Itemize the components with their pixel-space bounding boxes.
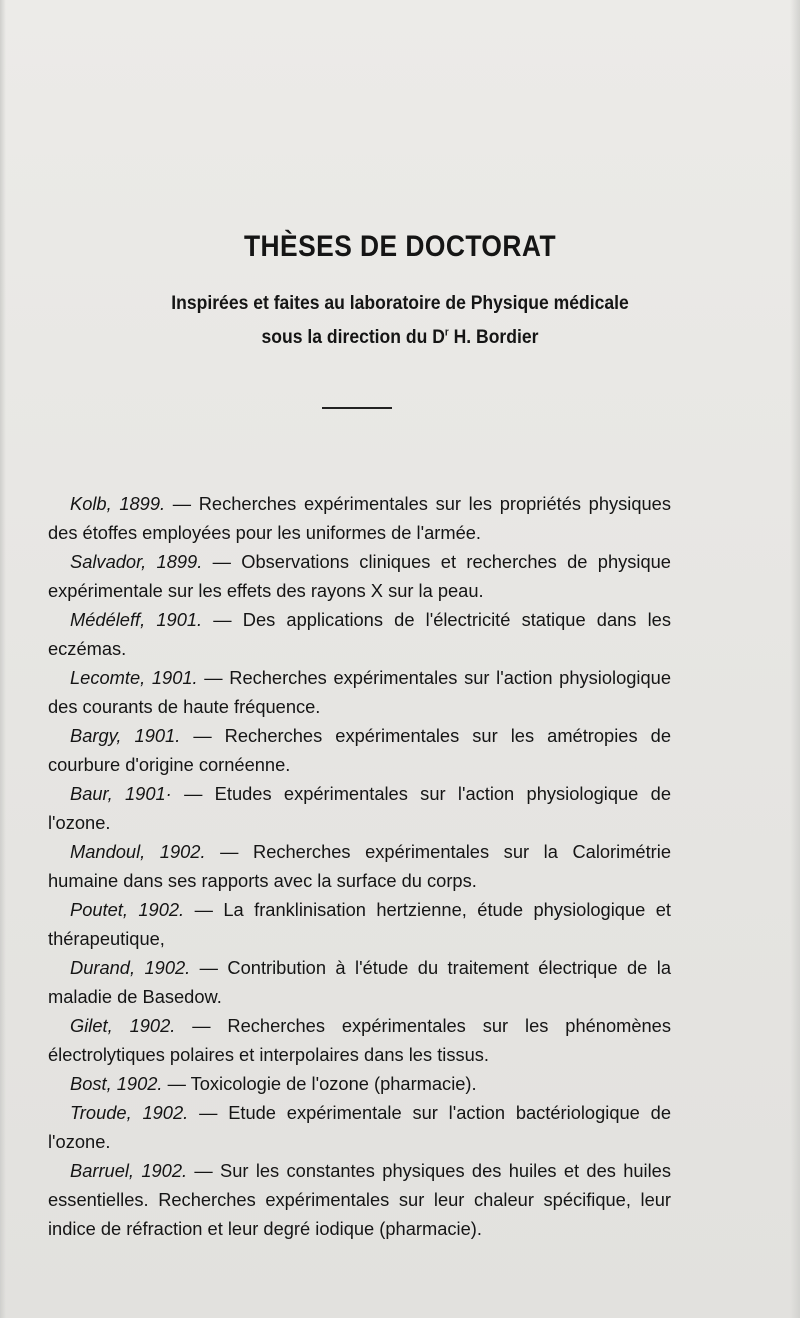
thesis-entry: Bargy, 1901. — Recherches expérimentales sur les amétropies de courbure d'origine cornéenne. (48, 725, 671, 775)
thesis-title: La franklinisation hertzienne, étude physiologique et thérapeutique, (48, 899, 671, 949)
thesis-author: Gilet, 1902. (70, 1015, 176, 1036)
thesis-author: Barruel, 1902. (70, 1160, 188, 1181)
thesis-entry: Durand, 1902. — Contribution à l'étude du traitement électrique de la maladie de Basedow. (48, 957, 671, 1007)
thesis-author: Mandoul, 1902. (70, 841, 206, 862)
page-edge-right (790, 0, 800, 1318)
page-title: THÈSES DE DOCTORAT (243, 230, 557, 263)
thesis-entry: Troude, 1902. — Etude expérimentale sur l'action bactériologique de l'ozone. (48, 1102, 671, 1152)
thesis-entry: Mandoul, 1902. — Recherches expérimentales sur la Calorimétrie humaine dans ses rapports avec la surface du corps. (48, 841, 671, 891)
subtitle-suffix: H. Bordier (448, 326, 539, 348)
thesis-entry: Salvador, 1899. — Observations cliniques et recherches de physique expérimentale sur les effets des rayons X sur la peau. (48, 551, 671, 601)
thesis-entry: Barruel, 1902. — Sur les constantes physiques des huiles et des huiles essentielles. Recherches expérimentales sur leur chaleur spécifique, leur indice de réfraction et leur degré iodique (pharmacie). (48, 1160, 671, 1239)
thesis-entry: Lecomte, 1901. — Recherches expérimentales sur l'action physiologique des courants de haute fréquence. (48, 667, 671, 717)
thesis-title: Toxicologie de l'ozone (pharmacie). (190, 1073, 477, 1094)
thesis-title: Recherches expérimentales sur les amétropies de courbure d'origine cornéenne. (48, 725, 671, 775)
thesis-author: Troude, 1902. (70, 1102, 189, 1123)
thesis-title: Recherches expérimentales sur la Calorimétrie humaine dans ses rapports avec la surface du corps. (48, 841, 671, 891)
thesis-title: Observations cliniques et recherches de physique expérimentale sur les effets des rayons X sur la peau. (48, 551, 671, 601)
thesis-title: Recherches expérimentales sur les phénomènes électrolytiques polaires et interpolaires dans les tissus. (48, 1015, 671, 1065)
thesis-author: Salvador, 1899. (70, 551, 203, 572)
subtitle-line-1: Inspirées et faites au laboratoire de Physique médicale (171, 292, 629, 314)
thesis-title: Contribution à l'étude du traitement électrique de la maladie de Basedow. (48, 957, 671, 1007)
thesis-author: Durand, 1902. (70, 957, 191, 978)
thesis-entry: Médéleff, 1901. — Des applications de l'électricité statique dans les eczémas. (48, 609, 671, 659)
subtitle-superscript: r (444, 326, 449, 339)
thesis-entry: Poutet, 1902. — La franklinisation hertzienne, étude physiologique et thérapeutique, (48, 899, 671, 949)
thesis-title: Sur les constantes physiques des huiles et des huiles essentielles. Recherches expérimentales sur leur chaleur spécifique, leur indice de réfraction et leur degré iodique (pharmacie). (48, 1160, 671, 1239)
subtitle-line-2 (40, 326, 760, 349)
thesis-author: Kolb, 1899. (70, 493, 166, 514)
thesis-entry: Kolb, 1899. — Recherches expérimentales sur les propriétés physiques des étoffes employées pour les uniformes de l'armée. (48, 493, 671, 543)
thesis-author: Médéleff, 1901. (70, 609, 203, 630)
thesis-title: Etudes expérimentales sur l'action physiologique de l'ozone. (48, 783, 671, 833)
section-divider (322, 407, 392, 409)
thesis-title: Etude expérimentale sur l'action bactériologique de l'ozone. (48, 1102, 671, 1152)
thesis-list (48, 489, 671, 1272)
thesis-entry: Gilet, 1902. — Recherches expérimentales sur les phénomènes électrolytiques polaires et interpolaires dans les tissus. (48, 1015, 671, 1065)
thesis-title: Recherches expérimentales sur l'action physiologique des courants de haute fréquence. (48, 667, 671, 717)
thesis-author: Poutet, 1902. (70, 899, 185, 920)
thesis-author: Lecomte, 1901. (70, 667, 198, 688)
thesis-title: Recherches expérimentales sur les propriétés physiques des étoffes employées pour les uniformes de l'armée. (48, 493, 671, 543)
thesis-entry: Baur, 1901· — Etudes expérimentales sur l'action physiologique de l'ozone. (48, 783, 671, 833)
thesis-author: Bargy, 1901. (70, 725, 181, 746)
thesis-author: Baur, 1901· (70, 783, 172, 804)
page-edge-left (0, 0, 6, 1318)
thesis-author: Bost, 1902. (70, 1073, 163, 1094)
subtitle-prefix: sous la direction du D (261, 326, 445, 348)
thesis-entry: Bost, 1902. — Toxicologie de l'ozone (pharmacie). (70, 1073, 477, 1094)
thesis-title: Des applications de l'électricité statique dans les eczémas. (48, 609, 671, 659)
